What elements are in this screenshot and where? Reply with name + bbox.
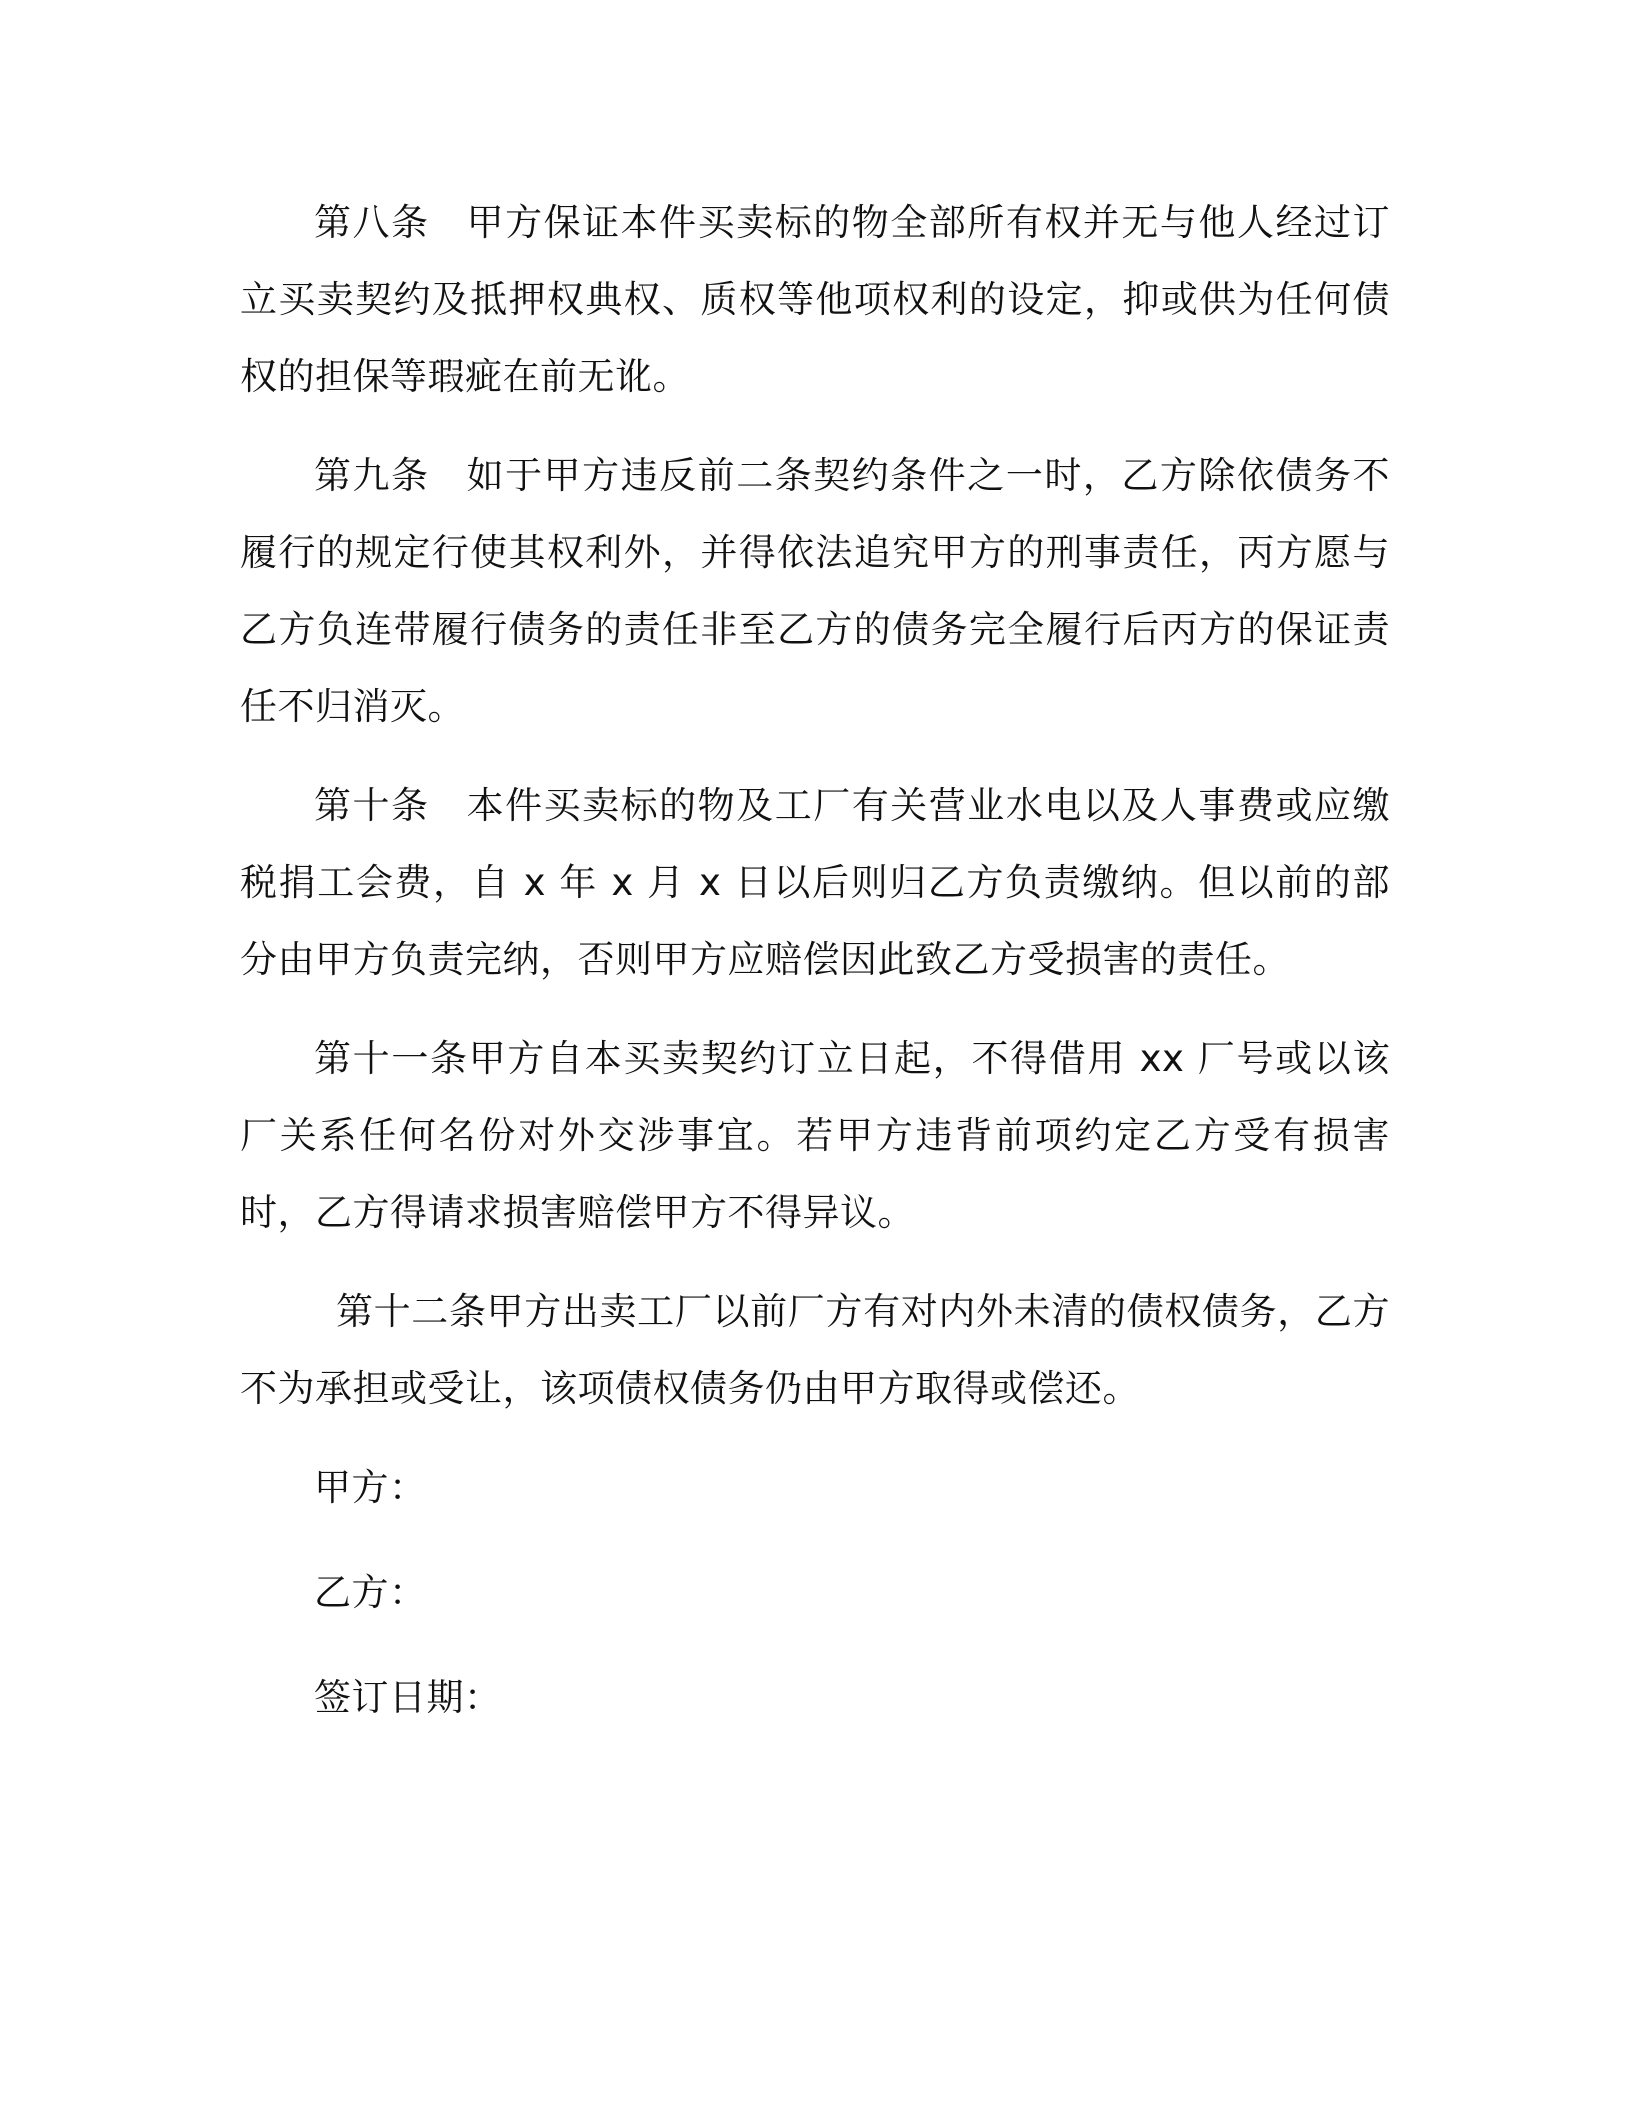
party-b-label: 乙方： bbox=[314, 1571, 427, 1614]
article-number: 第八条 bbox=[314, 201, 430, 244]
article-9 bbox=[240, 437, 1390, 745]
article-11 bbox=[240, 1020, 1390, 1251]
article-number: 第十一条 bbox=[314, 1037, 469, 1080]
article-number: 第十二条 bbox=[336, 1290, 487, 1333]
article-text: 甲方保证本件买卖标的物全部所有权并无与他人经过订立买卖契约及抵押权典权、质权等他项权利的设定，抑或供为任何债权的担保等瑕疵在前无讹。 bbox=[240, 201, 1391, 398]
article-8 bbox=[240, 184, 1390, 415]
article-number: 第九条 bbox=[314, 454, 430, 497]
article-text: 如于甲方违反前二条契约条件之一时，乙方除依债务不履行的规定行使其权利外，并得依法追究甲方的刑事责任，丙方愿与乙方负连带履行债务的责任非至乙方的债务完全履行后丙方的保证责任不归消灭。 bbox=[240, 454, 1391, 728]
article-10 bbox=[240, 767, 1390, 998]
article-12 bbox=[240, 1273, 1390, 1427]
article-text: 甲方出卖工厂以前厂方有对内外未清的债权债务，乙方不为承担或受让，该项债权债务仍由甲方取得或偿还。 bbox=[240, 1290, 1390, 1410]
article-text: 甲方自本买卖契约订立日起，不得借用 xx 厂号或以该厂关系任何名份对外交涉事宜。若甲方违背前项约定乙方受有损害时，乙方得请求损害赔偿甲方不得异议。 bbox=[240, 1037, 1390, 1234]
sign-date-label: 签订日期： bbox=[314, 1676, 502, 1719]
party-a-label: 甲方： bbox=[314, 1466, 427, 1509]
article-text: 本件买卖标的物及工厂有关营业水电以及人事费或应缴税捐工会费，自 x 年 x 月 x 日以后则归乙方负责缴纳。但以前的部分由甲方负责完纳，否则甲方应赔偿因此致乙方受损害的责任。 bbox=[240, 784, 1391, 981]
article-number: 第十条 bbox=[314, 784, 430, 827]
document-body bbox=[240, 184, 1390, 1764]
